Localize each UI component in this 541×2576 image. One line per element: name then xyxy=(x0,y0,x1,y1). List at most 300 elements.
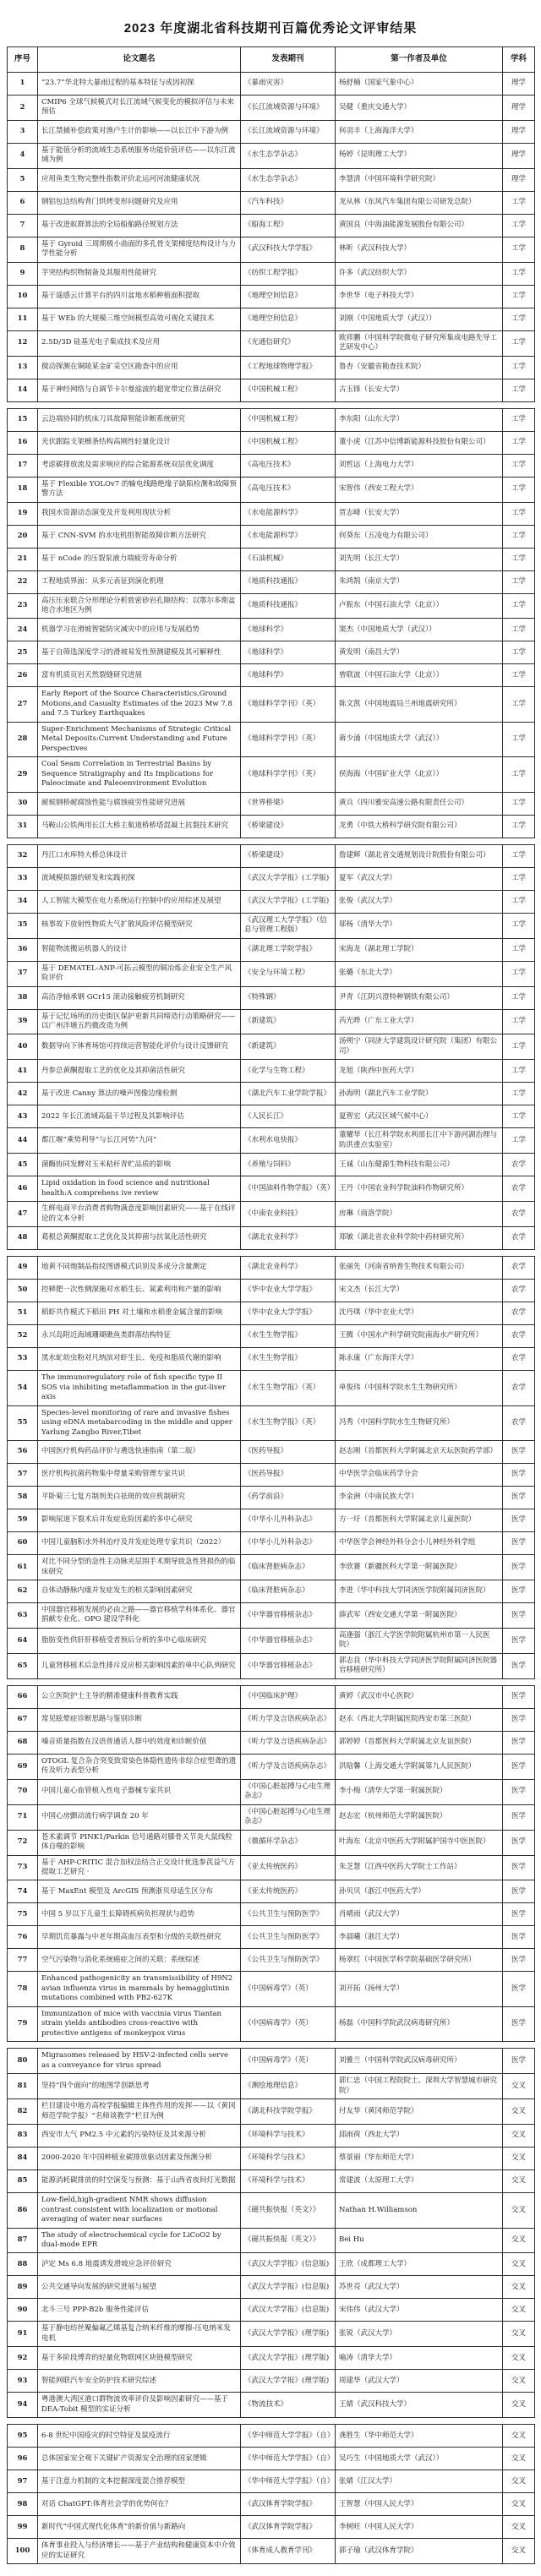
paper-title-cell: 常见眩晕症诊断思路与鉴别诊断 xyxy=(38,1708,241,1731)
paper-no-cell: 27 xyxy=(8,687,38,722)
field-cell: 工学 xyxy=(503,913,535,938)
paper-no-cell: 52 xyxy=(8,1325,38,1348)
table-row xyxy=(8,1083,535,1105)
field-cell: 农学 xyxy=(503,1227,535,1250)
paper-no-cell: 73 xyxy=(8,1855,38,1880)
field-cell: 医学 xyxy=(503,1685,535,1708)
author-cell: 贾志峰（长安大学） xyxy=(336,502,503,525)
field-cell: 工学 xyxy=(503,593,535,619)
table-row xyxy=(8,1926,535,1949)
field-cell: 理学 xyxy=(503,143,535,168)
paper-no-cell: 66 xyxy=(8,1685,38,1708)
journal-cell: 《中华器官移植杂志》 xyxy=(241,1602,336,1628)
table-body xyxy=(8,408,535,838)
paper-title-cell: Immunization of mice with vaccinia virus Tiantan strain yields antibodies cross-reactive with protective antigens of monkeypox virus xyxy=(38,2006,241,2041)
paper-title-cell: 生鲜电商平台消费者购物满意度影响因素研究——基于在线评论的文本分析 xyxy=(38,1202,241,1227)
journal-cell: 《地球科学》 xyxy=(241,664,336,687)
table-row xyxy=(8,1060,535,1083)
paper-title-cell: 高压压汞联合分形理论分析致密砂岩孔隙结构：以鄂尔多斯盆地合水地区为例 xyxy=(38,593,241,619)
field-cell: 理学 xyxy=(503,168,535,191)
author-cell: 肖晴雨（武汉大学） xyxy=(336,1903,503,1926)
journal-cell: 《环境科学与技术》 xyxy=(241,2170,336,2193)
table-row xyxy=(8,168,535,191)
field-cell: 工学 xyxy=(503,619,535,641)
journal-cell: 《地理空间信息》 xyxy=(241,285,336,308)
paper-title-cell: Species-level monitoring of rare and invasive fishes using eDNA metabarcoding in the middle and upper Yarlung Zangbo River,Tibet xyxy=(38,1405,241,1440)
paper-title-cell: 智能网联汽车安全防护技术研究综述 xyxy=(38,2370,241,2393)
table-body xyxy=(8,2425,535,2564)
journal-cell: 《磁共振快报（英文）》 xyxy=(241,2193,336,2228)
table-row xyxy=(8,431,535,454)
paper-table-segment xyxy=(7,2424,535,2564)
author-cell: 王智慧（中国人民大学） xyxy=(336,2493,503,2516)
table-row xyxy=(8,1972,535,2006)
table-row xyxy=(8,2425,535,2448)
table-row xyxy=(8,913,535,938)
field-cell: 工学 xyxy=(503,890,535,913)
table-body xyxy=(8,1257,535,1679)
author-cell: 叶海东（北京中医药大学附属护国寺中医医院） xyxy=(336,1830,503,1855)
author-cell: 龚胜生（华中师范大学） xyxy=(336,2425,503,2448)
field-cell: 医学 xyxy=(503,1731,535,1754)
journal-cell: 《中华小儿外科杂志》 xyxy=(241,1532,336,1555)
table-row xyxy=(8,815,535,838)
paper-no-cell: 6 xyxy=(8,191,38,214)
paper-title-cell: 高洁净轴承钢 GCr15 滚动接触疲劳机制研究 xyxy=(38,986,241,1009)
paper-title-cell: Super-Enrichment Mechanisms of Strategic Critical Metal Deposits:Current Understanding and Future Perspectives xyxy=(38,722,241,756)
paper-title-cell: 2022 年长江流域高温干旱过程及其影响评估 xyxy=(38,1105,241,1128)
journal-cell: 《高电压技术》 xyxy=(241,477,336,502)
author-cell: 杨舒楠（国家气象中心） xyxy=(336,72,503,95)
journal-cell: 《武汉体育学院学报》 xyxy=(241,2516,336,2539)
table-row xyxy=(8,2347,535,2370)
author-cell: 李晨曦（浙江大学） xyxy=(336,1926,503,1949)
table-row xyxy=(8,2299,535,2322)
paper-title-cell: 中国心房颤动流行病学调查 20 年 xyxy=(38,1804,241,1830)
author-cell: 刘哲远（上海电力大学） xyxy=(336,454,503,477)
paper-title-cell: 基于 nCode 的压裂泵液力端疲劳寿命分析 xyxy=(38,548,241,570)
journal-cell: 《桥梁建设》 xyxy=(241,815,336,838)
field-cell: 工学 xyxy=(503,408,535,431)
paper-title-cell: 基于记忆场所的历史街区保护更新共同缔造行动策略研究——以广州泮塘五约微改造为例 xyxy=(38,1009,241,1034)
field-cell: 工学 xyxy=(503,792,535,815)
paper-title-cell: 中国医疗机构药品评价与遴选快速指南（第二版） xyxy=(38,1441,241,1464)
author-cell: 詹建辉（湖北省交通规划设计院股份有限公司） xyxy=(336,844,503,867)
author-cell: 李东阳（山东大学） xyxy=(336,408,503,431)
paper-no-cell: 89 xyxy=(8,2276,38,2299)
table-row xyxy=(8,330,535,356)
paper-no-cell: 41 xyxy=(8,1060,38,1083)
table-row xyxy=(8,1602,535,1628)
field-cell: 医学 xyxy=(503,2049,535,2074)
field-cell: 交叉 xyxy=(503,2276,535,2299)
paper-title-cell: 总体国家安全观下关键矿产资源安全治理的国家逻辑 xyxy=(38,2448,241,2470)
paper-title-cell: 中国器官移植发展的必由之路——器官移植学科体系化、器官捐献专业化、OPO 建设学科化 xyxy=(38,1602,241,1628)
table-row xyxy=(8,2125,535,2148)
col-header-field: 学科 xyxy=(503,47,535,73)
table-row xyxy=(8,1257,535,1280)
author-cell: 窦杰（中国地质大学（武汉）） xyxy=(336,619,503,641)
paper-no-cell: 64 xyxy=(8,1628,38,1653)
author-cell: 欧祥鹏（中国科学院微电子研究所集成电路先导工艺研发中心） xyxy=(336,330,503,356)
paper-title-cell: 考虑碳排放流及需求响应的综合能源系统双层优化调度 xyxy=(38,454,241,477)
paper-title-cell: 儿童肾移植术后急性排斥反应相关影响因素的单中心队列研究 xyxy=(38,1653,241,1678)
paper-no-cell: 15 xyxy=(8,408,38,431)
paper-title-cell: 2.5D/3D 硅基光电子集成技术及应用 xyxy=(38,330,241,356)
table-row xyxy=(8,1202,535,1227)
field-cell: 农学 xyxy=(503,1302,535,1325)
field-cell: 工学 xyxy=(503,330,535,356)
paper-title-cell: 西安市大气 PM2.5 中元素的污染特征及其来源分析 xyxy=(38,2125,241,2148)
paper-no-cell: 81 xyxy=(8,2074,38,2099)
field-cell: 工学 xyxy=(503,525,535,548)
paper-title-cell: 马鞍山公铁两用长江大桥主航道桥桥塔混凝土抗裂技术研究 xyxy=(38,815,241,838)
author-cell: 孙贝贝（浙江中医药大学） xyxy=(336,1880,503,1903)
paper-no-cell: 85 xyxy=(8,2170,38,2193)
paper-title-cell: 基于 Gyroid 三周期极小曲面的多孔骨支架梯度结构设计与力学性能分析 xyxy=(38,237,241,262)
journal-cell: 《中国机械工程》 xyxy=(241,379,336,401)
paper-no-cell: 14 xyxy=(8,379,38,401)
paper-no-cell: 25 xyxy=(8,641,38,664)
journal-cell: 《中华小儿外科杂志》 xyxy=(241,1509,336,1532)
table-row xyxy=(8,844,535,867)
paper-no-cell: 17 xyxy=(8,454,38,477)
author-cell: 陈永康（广东海洋大学） xyxy=(336,1348,503,1371)
author-cell: 龙从林（东风汽车集团有限公司研发总院） xyxy=(336,191,503,214)
author-cell: 沈丹琪（华中农业大学） xyxy=(336,1302,503,1325)
table-row xyxy=(8,1280,535,1302)
paper-no-cell: 57 xyxy=(8,1464,38,1487)
journal-cell: 《武汉大学学报》(理学版) xyxy=(241,2322,336,2347)
paper-title-cell: 基于 AHP-CRITIC 混合加权法结合正交设计优选参芪益气方提取工艺研究 · xyxy=(38,1855,241,1880)
journal-cell: 《船海工程》 xyxy=(241,214,336,237)
paper-no-cell: 61 xyxy=(8,1555,38,1580)
paper-title-cell: 基于多阶段博弈的轻量化物联网区块链模型研究 xyxy=(38,2347,241,2370)
paper-no-cell: 47 xyxy=(8,1202,38,1227)
paper-no-cell: 93 xyxy=(8,2370,38,2393)
author-cell: 朱芝慧（江西中医药大学院士工作站） xyxy=(336,1855,503,1880)
paper-table-segment xyxy=(7,1685,535,2043)
paper-no-cell: 21 xyxy=(8,548,38,570)
paper-no-cell: 34 xyxy=(8,890,38,913)
paper-no-cell: 68 xyxy=(8,1731,38,1754)
paper-no-cell: 74 xyxy=(8,1880,38,1903)
field-cell: 农学 xyxy=(503,1202,535,1227)
table-row xyxy=(8,408,535,431)
journal-cell: 《临床肾脏病杂志》 xyxy=(241,1555,336,1580)
paper-no-cell: 96 xyxy=(8,2448,38,2470)
journal-cell: 《水利水电快报》 xyxy=(241,1128,336,1154)
paper-no-cell: 28 xyxy=(8,722,38,756)
field-cell: 工学 xyxy=(503,961,535,986)
table-row xyxy=(8,593,535,619)
field-cell: 工学 xyxy=(503,938,535,961)
author-cell: 杨婷（昆明理工大学） xyxy=(336,143,503,168)
paper-title-cell: 对比不同分型的急性主动脉夹层围手术期导致急性肾损伤的临床研究 xyxy=(38,1555,241,1580)
journal-cell: 《亚太传统医药》 xyxy=(241,1855,336,1880)
paper-no-cell: 35 xyxy=(8,913,38,938)
paper-no-cell: 59 xyxy=(8,1509,38,1532)
author-cell: 刘先明（长江大学） xyxy=(336,548,503,570)
field-cell: 工学 xyxy=(503,1105,535,1128)
journal-cell: 《湖北农业科学》 xyxy=(241,1257,336,1280)
field-cell: 交叉 xyxy=(503,2393,535,2418)
table-row xyxy=(8,1628,535,1653)
journal-cell: 《中国心脏起搏与心电生理杂志》 xyxy=(241,1779,336,1804)
paper-no-cell: 50 xyxy=(8,1280,38,1302)
table-row xyxy=(8,1509,535,1532)
journal-cell: 《中华器官移植杂志》 xyxy=(241,1628,336,1653)
paper-no-cell: 83 xyxy=(8,2125,38,2148)
paper-no-cell: 63 xyxy=(8,1602,38,1628)
journal-cell: 《听力学及言语疾病杂志》 xyxy=(241,1731,336,1754)
paper-title-cell: 富有机质页岩天然裂缝研究进展 xyxy=(38,664,241,687)
author-cell: 宋伟伟（武汉大学） xyxy=(336,2299,503,2322)
table-row xyxy=(8,379,535,401)
author-cell: 郭子瑜（武汉体育学院） xyxy=(336,2539,503,2564)
field-cell: 农学 xyxy=(503,1176,535,1202)
field-cell: 交叉 xyxy=(503,2193,535,2228)
journal-cell: 《纺织工程学报》 xyxy=(241,262,336,285)
table-row xyxy=(8,502,535,525)
journal-cell: 《磁共振快报（英文）》 xyxy=(241,2228,336,2253)
paper-no-cell: 45 xyxy=(8,1154,38,1176)
table-row xyxy=(8,1949,535,1972)
journal-cell: 《公共卫生与预防医学》 xyxy=(241,1903,336,1926)
journal-cell: 《医药导报》 xyxy=(241,1464,336,1487)
table-row xyxy=(8,1653,535,1678)
col-header-journal: 发表期刊 xyxy=(241,47,336,73)
author-cell: 宋智伟（西安工程大学） xyxy=(336,477,503,502)
table-row xyxy=(8,938,535,961)
field-cell: 交叉 xyxy=(503,2228,535,2253)
table-row xyxy=(8,2049,535,2074)
table-body xyxy=(8,72,535,401)
table-body xyxy=(8,844,535,1250)
field-cell: 交叉 xyxy=(503,2322,535,2347)
paper-no-cell: 78 xyxy=(8,1972,38,2006)
author-cell: 李树旺（中国人民大学） xyxy=(336,2516,503,2539)
field-cell: 医学 xyxy=(503,1903,535,1926)
author-cell: 何葵东（五凌电力有限公司） xyxy=(336,525,503,548)
paper-title-cell: 数据导向下体育场馆可持续运营智能化评价与设计反馈研究 xyxy=(38,1034,241,1060)
author-cell: 郭志良（华中科技大学同济医学院附属同济医院器官移植研究所） xyxy=(336,1653,503,1678)
field-cell: 医学 xyxy=(503,1580,535,1602)
journal-cell: 《中国机械工程》 xyxy=(241,431,336,454)
paper-title-cell: 中国 5 岁以下儿童生长障碍疾病负担现状与趋势 xyxy=(38,1903,241,1926)
field-cell: 医学 xyxy=(503,1880,535,1903)
author-cell: 蒋少涌（中国地质大学（武汉）） xyxy=(336,722,503,756)
author-cell: 吴巧生（中国地质大学（武汉）） xyxy=(336,2448,503,2470)
field-cell: 交叉 xyxy=(503,2425,535,2448)
table-row xyxy=(8,2148,535,2170)
field-cell: 交叉 xyxy=(503,2299,535,2322)
paper-title-cell: 能源消耗碳排放的时空演变与预测：基于山西省夜间灯光数据 xyxy=(38,2170,241,2193)
table-row xyxy=(8,237,535,262)
table-row xyxy=(8,214,535,237)
field-cell: 农学 xyxy=(503,1154,535,1176)
field-cell: 交叉 xyxy=(503,2170,535,2193)
paper-title-cell: 新时代“中国式现代化体育”的新价值与新路向 xyxy=(38,2516,241,2539)
field-cell: 工学 xyxy=(503,477,535,502)
paper-no-cell: 38 xyxy=(8,986,38,1009)
journal-cell: 《武汉大学学报》(理学版) xyxy=(241,2370,336,2393)
paper-no-cell: 98 xyxy=(8,2493,38,2516)
table-row xyxy=(8,285,535,308)
paper-no-cell: 23 xyxy=(8,593,38,619)
table-row xyxy=(8,1128,535,1154)
paper-no-cell: 86 xyxy=(8,2193,38,2228)
paper-title-cell: 基于 DEMATEL-ANP-可拓云模型的铜冶炼企业安全生产风险评价 xyxy=(38,961,241,986)
author-cell: 方一圩（首都医科大学附属北京儿童医院） xyxy=(336,1509,503,1532)
paper-no-cell: 5 xyxy=(8,168,38,191)
field-cell: 交叉 xyxy=(503,2370,535,2393)
journal-cell: 《药学前沿》 xyxy=(241,1487,336,1509)
journal-cell: 《水电能源科学》 xyxy=(241,525,336,548)
field-cell: 医学 xyxy=(503,1464,535,1487)
col-header-no: 序号 xyxy=(8,47,38,73)
field-cell: 工学 xyxy=(503,431,535,454)
col-header-title: 论文题名 xyxy=(38,47,241,73)
field-cell: 农学 xyxy=(503,1325,535,1348)
table-row xyxy=(8,1227,535,1250)
paper-title-cell: 平卧菊三七复方制剂美白祛斑的效应机制研究 xyxy=(38,1487,241,1509)
field-cell: 工学 xyxy=(503,815,535,838)
paper-no-cell: 7 xyxy=(8,214,38,237)
paper-title-cell: OTOGL 复合杂合突变致常染色体隐性遗传非综合症型聋的遗传及听力表型分析 xyxy=(38,1754,241,1779)
table-row xyxy=(8,1348,535,1371)
table-row xyxy=(8,1880,535,1903)
author-cell: 芮光晔（广东工业大学） xyxy=(336,1009,503,1034)
author-cell: 房琳（商洛学院） xyxy=(336,1202,503,1227)
author-cell: 付友华（黄冈师范学院） xyxy=(336,2099,503,2125)
table-row xyxy=(8,1708,535,1731)
field-cell: 交叉 xyxy=(503,2099,535,2125)
field-cell: 农学 xyxy=(503,1371,535,1405)
journal-cell: 《中国油料作物学报》（英） xyxy=(241,1176,336,1202)
paper-no-cell: 49 xyxy=(8,1257,38,1280)
author-cell: 苏世亮（武汉大学） xyxy=(336,2276,503,2299)
paper-no-cell: 65 xyxy=(8,1653,38,1678)
table-row xyxy=(8,1487,535,1509)
author-cell: 夏智宏（武汉区域气候中心） xyxy=(336,1105,503,1128)
paper-title-cell: 基于神经网络与自调节卡尔曼滤波的超宽带定位算法研究 xyxy=(38,379,241,401)
field-cell: 医学 xyxy=(503,1653,535,1678)
field-cell: 医学 xyxy=(503,1972,535,2006)
journal-cell: 《公共卫生与预防医学》 xyxy=(241,1926,336,1949)
paper-title-cell: Coal Seam Correlation in Terrestrial Basins by Sequence Stratigraphy and Its Implications for Paleocimate and Paleoenvironment Evolution xyxy=(38,757,241,792)
author-cell: 何羽丰（上海海洋大学） xyxy=(336,120,503,143)
table-row xyxy=(8,356,535,379)
author-cell: 黄发明（南昌大学） xyxy=(336,641,503,664)
author-cell: 赵永（西北大学附属医院西安市第三医院） xyxy=(336,1708,503,1731)
table-row xyxy=(8,961,535,986)
author-cell: 许多（武汉纺织大学） xyxy=(336,262,503,285)
paper-title-cell: 早期饥荒暴露与中老年期高血压表型和分级的关联性研究 xyxy=(38,1926,241,1949)
field-cell: 工学 xyxy=(503,1060,535,1083)
paper-title-cell: 菌酶协同发酵对玉米秸秆青贮品质的影响 xyxy=(38,1154,241,1176)
paper-table-segment xyxy=(7,1256,535,1679)
field-cell: 工学 xyxy=(503,214,535,237)
journal-cell: 《工程地球物理学报》 xyxy=(241,356,336,379)
paper-title-cell: Enhanced pathogenicity an transmissibility of H9N2 avian influenza virus in mammals by hemagglutinin mutations combined with PB2-627K xyxy=(38,1972,241,2006)
journal-cell: 《中国病毒学》（英） xyxy=(241,2049,336,2074)
journal-cell: 《安全与环境工程》 xyxy=(241,961,336,986)
paper-title-cell: 长江禁捕补偿政策对渔户生计的影响——以长江中下游为例 xyxy=(38,120,241,143)
journal-cell: 《武汉大学学报》(信息版) xyxy=(241,2253,336,2276)
journal-cell: 《听力学及言语疾病杂志》 xyxy=(241,1754,336,1779)
table-row xyxy=(8,1105,535,1128)
field-cell: 工学 xyxy=(503,548,535,570)
table-row xyxy=(8,1034,535,1060)
paper-no-cell: 32 xyxy=(8,844,38,867)
journal-cell: 《亚太传统医药》 xyxy=(241,1880,336,1903)
author-cell: 冯秀（中国科学院水生生物研究所） xyxy=(336,1405,503,1440)
paper-no-cell: 91 xyxy=(8,2322,38,2347)
journal-cell: 《武汉大学学报》(工学版) xyxy=(241,890,336,913)
author-cell: 赵志宏（杭州师范大学附属医院） xyxy=(336,1804,503,1830)
field-cell: 理学 xyxy=(503,95,535,120)
author-cell: 周建华（武汉大学） xyxy=(336,2370,503,2393)
journal-cell: 《中南农业科技》 xyxy=(241,1202,336,1227)
journal-cell: 《地球科学》 xyxy=(241,619,336,641)
field-cell: 医学 xyxy=(503,1949,535,1972)
paper-title-cell: 中国儿童心血管植入性电子器械专家共识 xyxy=(38,1779,241,1804)
field-cell: 交叉 xyxy=(503,2470,535,2493)
field-cell: 工学 xyxy=(503,722,535,756)
author-cell: 孙海明（湖北汽车工业学院） xyxy=(336,1083,503,1105)
journal-cell: 《中国病毒学》（英） xyxy=(241,2006,336,2041)
field-cell: 医学 xyxy=(503,1441,535,1464)
paper-no-cell: 88 xyxy=(8,2253,38,2276)
journal-cell: 《长江流域资源与环境》 xyxy=(241,95,336,120)
paper-no-cell: 3 xyxy=(8,120,38,143)
author-cell: 常建波（太原理工大学） xyxy=(336,2170,503,2193)
paper-no-cell: 26 xyxy=(8,664,38,687)
field-cell: 理学 xyxy=(503,120,535,143)
journal-cell: 《高电压技术》 xyxy=(241,454,336,477)
paper-no-cell: 30 xyxy=(8,792,38,815)
paper-no-cell: 20 xyxy=(8,525,38,548)
paper-title-cell: 黑水虻幼虫粉对凡纳滨对虾生长、免疫和脂质代谢的影响 xyxy=(38,1348,241,1371)
paper-title-cell: 公共交通导向发展的研究进展与展望 xyxy=(38,2276,241,2299)
table-row xyxy=(8,890,535,913)
field-cell: 工学 xyxy=(503,1128,535,1154)
journal-cell: 《湖北农业科学》 xyxy=(241,1227,336,1250)
paper-title-cell: 坚持“四个面向”的地图学创新思考 xyxy=(38,2074,241,2099)
table-row xyxy=(8,477,535,502)
journal-cell: 《中国病毒学》（英） xyxy=(241,1972,336,2006)
table-row xyxy=(8,2099,535,2125)
field-cell: 工学 xyxy=(503,1034,535,1060)
table-row xyxy=(8,2228,535,2253)
table-row xyxy=(8,1441,535,1464)
table-row xyxy=(8,1154,535,1176)
author-cell: 张俊（武汉大学） xyxy=(336,890,503,913)
field-cell: 工学 xyxy=(503,454,535,477)
journal-cell: 《武汉科技大学学报》 xyxy=(241,237,336,262)
field-cell: 医学 xyxy=(503,1754,535,1779)
journal-cell: 《华中农业大学学报》 xyxy=(241,1302,336,1325)
journal-cell: 《暴雨灾害》 xyxy=(241,72,336,95)
author-cell: 刘开拓（扬州大学） xyxy=(336,1972,503,2006)
field-cell: 工学 xyxy=(503,308,535,330)
journal-cell: 《水生生物学报》（英） xyxy=(241,1371,336,1405)
paper-title-cell: 自体动静脉内瘘并发症发生的相关影响因素研究 xyxy=(38,1580,241,1602)
journal-cell: 《华中师范大学学报》（自） xyxy=(241,2470,336,2493)
paper-title-cell: 基于能值分析的流域生态系统服务功能价值评估——以东江流域为例 xyxy=(38,143,241,168)
author-cell: 张婧（江汉大学） xyxy=(336,2470,503,2493)
